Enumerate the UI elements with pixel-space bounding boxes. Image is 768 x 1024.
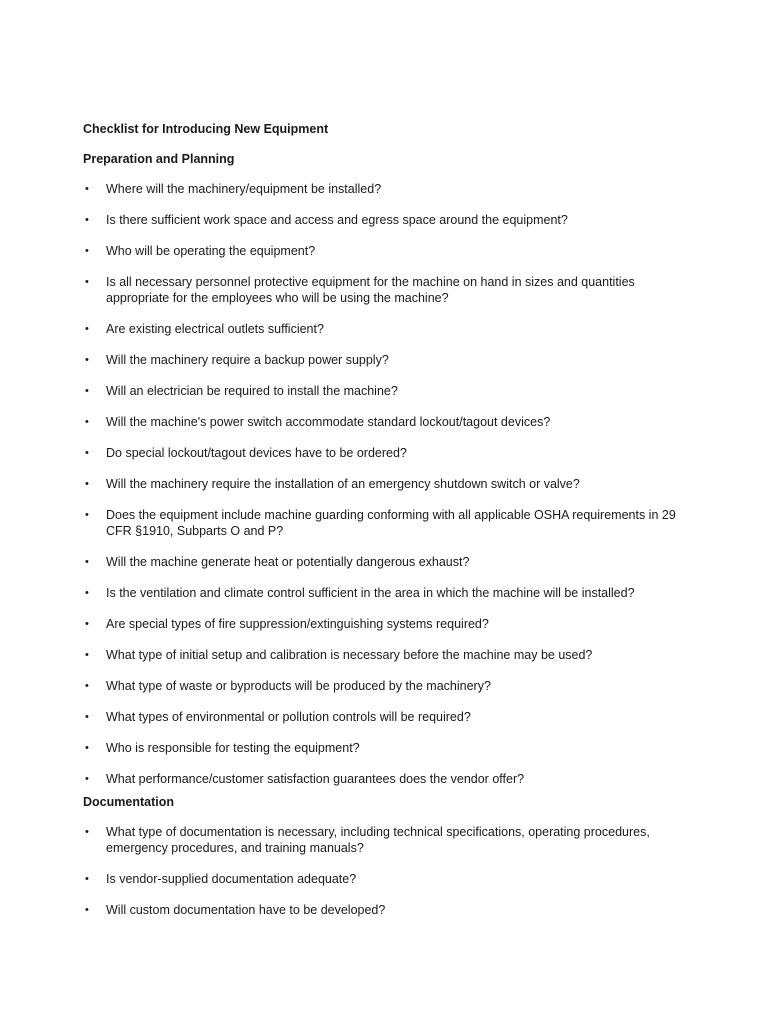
checklist-item-text: Who is responsible for testing the equipment? bbox=[106, 741, 360, 755]
bullet-icon: • bbox=[85, 618, 89, 630]
checklist-item bbox=[83, 243, 683, 259]
checklist-item bbox=[83, 740, 683, 756]
checklist-item-text: Who will be operating the equipment? bbox=[106, 244, 316, 258]
checklist-item bbox=[83, 414, 683, 430]
checklist-item bbox=[83, 274, 683, 306]
bullet-icon: • bbox=[85, 323, 89, 335]
checklist-item-text: Is vendor-supplied documentation adequate? bbox=[106, 872, 357, 886]
checklist-item-text: Will the machine generate heat or potentially dangerous exhaust? bbox=[106, 555, 470, 569]
checklist-item-text: What type of waste or byproducts will be produced by the machinery? bbox=[106, 679, 491, 693]
checklist-item-text: Are existing electrical outlets sufficient? bbox=[106, 322, 324, 336]
checklist-item-text: Are special types of fire suppression/extinguishing systems required? bbox=[106, 617, 489, 631]
bullet-icon: • bbox=[85, 509, 89, 521]
checklist-item-text: Is the ventilation and climate control sufficient in the area in which the machine will be installed? bbox=[106, 586, 635, 600]
bullet-icon: • bbox=[85, 904, 89, 916]
checklist-item bbox=[83, 709, 683, 725]
checklist-item bbox=[83, 554, 683, 570]
bullet-icon: • bbox=[85, 385, 89, 397]
checklist-item-text: Is all necessary personnel protective equipment for the machine on hand in sizes and quantities appropriate for the employees who will be using the machine? bbox=[106, 275, 635, 305]
checklist-item bbox=[83, 902, 683, 918]
bullet-icon: • bbox=[85, 711, 89, 723]
checklist-item bbox=[83, 212, 683, 228]
section-heading: Documentation bbox=[83, 795, 174, 809]
checklist bbox=[83, 824, 683, 918]
checklist-item-text: Will an electrician be required to install the machine? bbox=[106, 384, 398, 398]
checklist bbox=[83, 181, 683, 787]
bullet-icon: • bbox=[85, 826, 89, 838]
checklist-item-text: Will the machinery require the installation of an emergency shutdown switch or valve? bbox=[106, 477, 580, 491]
checklist-item-text: What type of documentation is necessary, including technical specifications, operating procedures, emergency procedures, and training manuals? bbox=[106, 825, 650, 855]
checklist-item bbox=[83, 871, 683, 887]
bullet-icon: • bbox=[85, 183, 89, 195]
checklist-item bbox=[83, 445, 683, 461]
checklist-item bbox=[83, 507, 683, 539]
checklist-item-text: Do special lockout/tagout devices have to be ordered? bbox=[106, 446, 407, 460]
section-preparation-and-planning bbox=[83, 152, 683, 787]
checklist-item-text: Is there sufficient work space and access and egress space around the equipment? bbox=[106, 213, 568, 227]
bullet-icon: • bbox=[85, 447, 89, 459]
section-heading: Preparation and Planning bbox=[83, 152, 235, 166]
checklist-item bbox=[83, 647, 683, 663]
checklist-item-text: What type of initial setup and calibration is necessary before the machine may be used? bbox=[106, 648, 593, 662]
bullet-icon: • bbox=[85, 478, 89, 490]
checklist-item bbox=[83, 616, 683, 632]
bullet-icon: • bbox=[85, 680, 89, 692]
bullet-icon: • bbox=[85, 354, 89, 366]
bullet-icon: • bbox=[85, 214, 89, 226]
checklist-item bbox=[83, 824, 683, 856]
bullet-icon: • bbox=[85, 416, 89, 428]
bullet-icon: • bbox=[85, 773, 89, 785]
bullet-icon: • bbox=[85, 742, 89, 754]
bullet-icon: • bbox=[85, 649, 89, 661]
bullet-icon: • bbox=[85, 556, 89, 568]
bullet-icon: • bbox=[85, 276, 89, 288]
bullet-icon: • bbox=[85, 245, 89, 257]
checklist-item-text: Where will the machinery/equipment be installed? bbox=[106, 182, 382, 196]
checklist-item-text: Will the machinery require a backup power supply? bbox=[106, 353, 389, 367]
checklist-item bbox=[83, 678, 683, 694]
checklist-item bbox=[83, 771, 683, 787]
checklist-item-text: Will custom documentation have to be developed? bbox=[106, 903, 386, 917]
section-documentation bbox=[83, 795, 683, 918]
checklist-item bbox=[83, 321, 683, 337]
checklist-item bbox=[83, 383, 683, 399]
checklist-item-text: Does the equipment include machine guarding conforming with all applicable OSHA requirements in 29 CFR §1910, Subparts O and P? bbox=[106, 508, 676, 538]
checklist-item-text: What types of environmental or pollution controls will be required? bbox=[106, 710, 471, 724]
checklist-item bbox=[83, 585, 683, 601]
document-title: Checklist for Introducing New Equipment bbox=[83, 122, 329, 136]
checklist-item-text: What performance/customer satisfaction guarantees does the vendor offer? bbox=[106, 772, 525, 786]
bullet-icon: • bbox=[85, 587, 89, 599]
checklist-item bbox=[83, 181, 683, 197]
bullet-icon: • bbox=[85, 873, 89, 885]
checklist-item bbox=[83, 352, 683, 368]
checklist-item bbox=[83, 476, 683, 492]
checklist-item-text: Will the machine's power switch accommodate standard lockout/tagout devices? bbox=[106, 415, 551, 429]
